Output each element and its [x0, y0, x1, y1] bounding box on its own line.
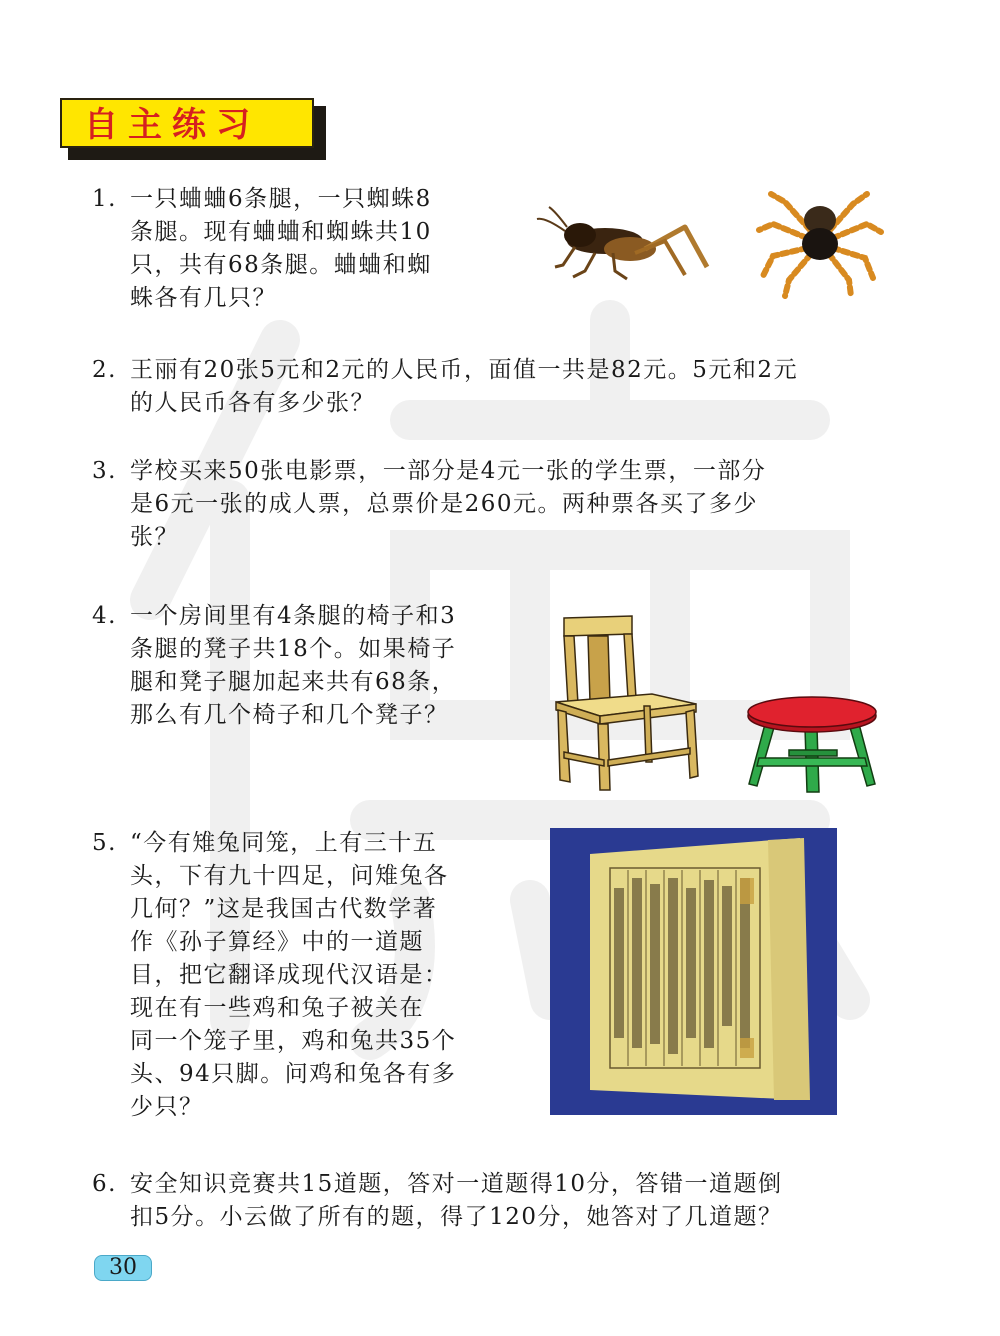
question-number: 2. [92, 357, 117, 383]
question-text: 王丽有20张5元和2元的人民币，面值一共是82元。5元和2元 的人民币各有多少张？ [130, 357, 799, 416]
page-number: 30 [94, 1255, 152, 1281]
chair-image [552, 612, 702, 792]
question-text: 一个房间里有4条腿的椅子和3 条腿的凳子共18个。如果椅子 腿和凳子腿加起来共有68条， 那么有几个椅子和几个凳子？ [130, 603, 457, 728]
question-6 [92, 1168, 902, 1238]
question-text: “今有雉兔同笼，上有三十五 头，下有九十四足，问雉兔各 几何？”这是我国古代数学著 作《孙子算经》中的一道题 目，把它翻译成现代汉语是： 现在有一些鸡和兔子被关在 同一个笼子里，鸡和兔共35个 头、94只脚。问鸡和兔各有多 少只？ [130, 830, 457, 1120]
question-text: 学校买来50张电影票，一部分是4元一张的学生票，一部分 是6元一张的成人票，总票价是260元。两种票各买了多少 张？ [130, 458, 767, 550]
spider-image [755, 190, 885, 300]
question-2 [92, 354, 902, 424]
question-number: 1. [92, 186, 117, 212]
question-4 [92, 600, 532, 740]
question-number: 5. [92, 830, 117, 856]
question-text: 一只蛐蛐6条腿，一只蜘蛛8 条腿。现有蛐蛐和蜘蛛共10 只，共有68条腿。蛐蛐和蜘 蛛各有几只？ [130, 186, 432, 311]
question-number: 3. [92, 458, 117, 484]
question-3 [92, 455, 902, 555]
section-header [60, 98, 322, 156]
question-number: 6. [92, 1171, 117, 1197]
question-number: 4. [92, 603, 117, 629]
question-1 [92, 183, 522, 323]
question-text: 安全知识竞赛共15道题，答对一道题得10分，答错一道题倒 扣5分。小云做了所有的题，得了120分，她答对了几道题？ [130, 1171, 783, 1230]
cricket-image [535, 205, 710, 285]
question-5 [92, 827, 532, 1127]
header-face [60, 98, 314, 148]
header-title: 自主练习 [84, 105, 260, 145]
stool-image [745, 694, 880, 794]
ancient-book-image [550, 828, 837, 1115]
